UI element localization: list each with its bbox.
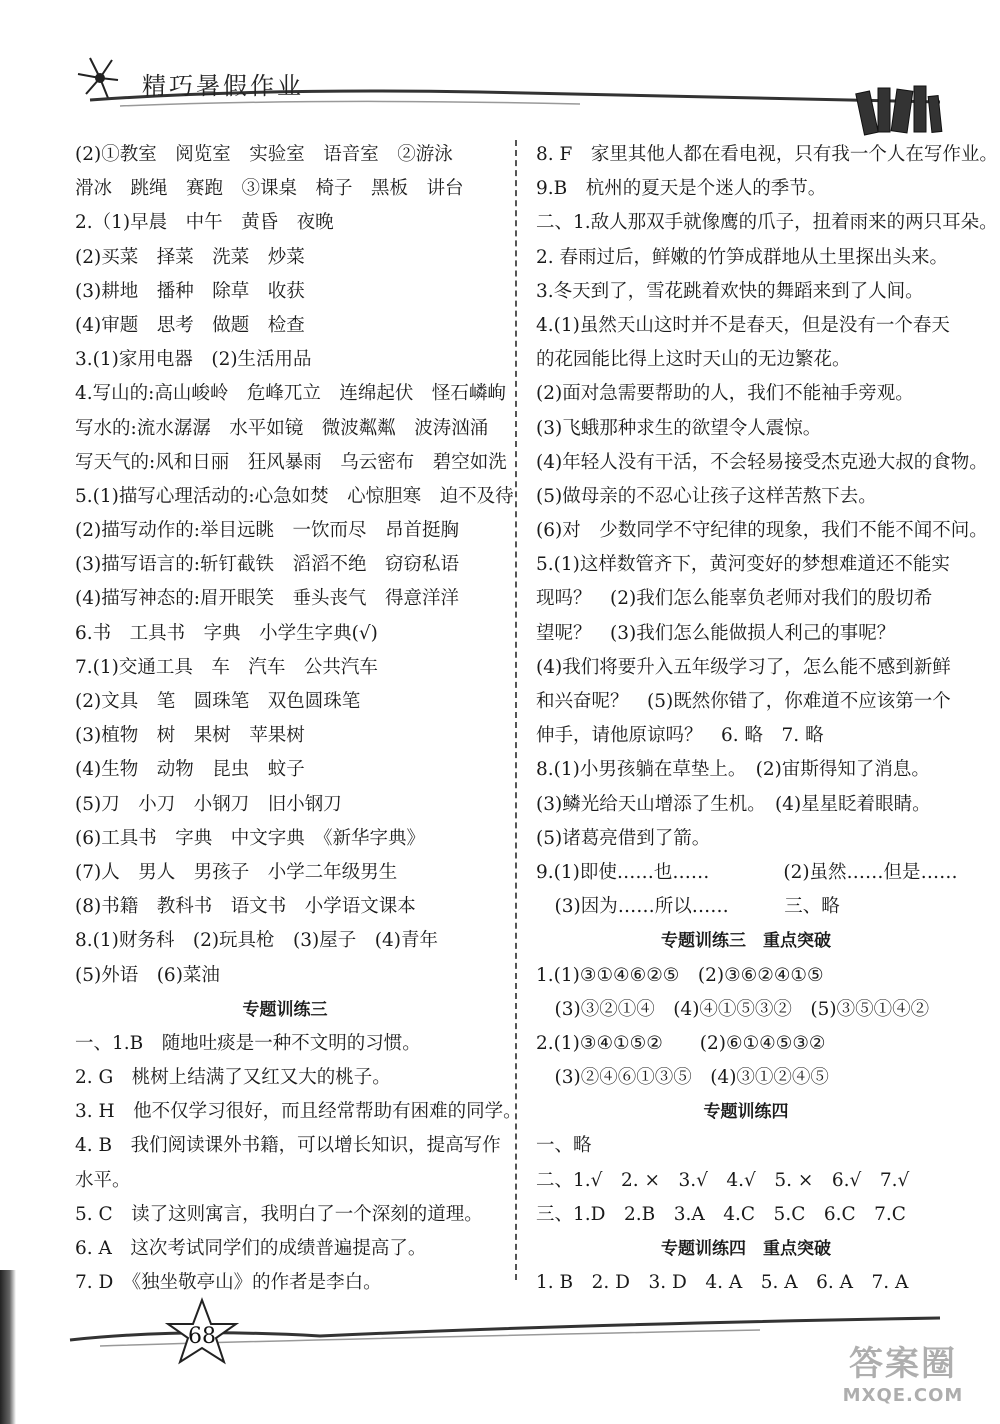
answer-line: 一、1.B 随地吐痰是一种不文明的习惯。 xyxy=(75,1032,421,1054)
answer-line: 7. D 《独坐敬亭山》的作者是李白。 xyxy=(75,1272,382,1294)
answer-line: 9.B 杭州的夏天是个迷人的季节。 xyxy=(536,178,827,200)
answer-line: (3)飞蛾那种求生的欲望令人震惊。 xyxy=(536,417,822,439)
answer-line: (4)审题 思考 做题 检查 xyxy=(75,314,305,336)
answer-line: (4)我们将要升入五年级学习了，怎么能不感到新鲜 xyxy=(536,656,951,678)
answer-line: (3)鳞光给天山增添了生机。 (4)星星眨着眼睛。 xyxy=(536,793,931,815)
column-divider xyxy=(515,140,517,1280)
answer-line: 2.(1)③④①⑤② (2)⑥①④⑤③② xyxy=(536,1032,826,1054)
answer-line: 三、1.D 2.B 3.A 4.C 5.C 6.C 7.C xyxy=(536,1203,906,1225)
answer-line: (5)诸葛亮借到了箭。 xyxy=(536,827,711,849)
answer-line: 4.(1)虽然天山这时并不是春天，但是没有一个春天 xyxy=(536,314,950,336)
left-answer-column xyxy=(75,138,522,1300)
answer-line: 的花园能比得上这时天山的无边繁花。 xyxy=(536,349,851,371)
answer-line: 水平。 xyxy=(75,1169,131,1191)
answer-line: 8. F 家里其他人都在看电视，只有我一个人在写作业。 xyxy=(536,144,998,165)
answer-line: 2. 春雨过后，鲜嫩的竹笋成群地从土里探出头来。 xyxy=(536,246,949,268)
answer-line: 6. A 这次考试同学们的成绩普遍提高了。 xyxy=(75,1238,427,1259)
answer-line: 5.(1)这样数管齐下，黄河变好的梦想难道还不能实 xyxy=(536,554,950,576)
answer-line: 5. C 读了这则寓言，我明白了一个深刻的道理。 xyxy=(75,1203,483,1225)
answer-line: (5)做母亲的不忍心让孩子这样苦熬下去。 xyxy=(536,485,877,507)
answer-line: 8.(1)财务科 (2)玩具枪 (3)屋子 (4)青年 xyxy=(75,930,438,952)
section-heading: 专题训练四 重点突破 xyxy=(661,1239,831,1259)
answer-line: 3.(1)家用电器 (2)生活用品 xyxy=(75,349,312,371)
answer-line: 一、略 xyxy=(536,1135,592,1157)
answer-line: 3. H 他不仅学习很好，而且经常帮助有困难的同学。 xyxy=(75,1101,522,1123)
answer-line: 9.(1)即使……也…… (2)虽然……但是…… xyxy=(536,861,958,883)
flower-icon xyxy=(78,58,118,98)
answer-line: 1. B 2. D 3. D 4. A 5. A 6. A 7. A xyxy=(536,1272,909,1294)
answer-line: 6.书 工具书 字典 小学生字典(√) xyxy=(75,622,378,644)
answer-line: (7)人 男人 男孩子 小学二年级男生 xyxy=(75,861,398,883)
watermark-url: MXQE.COM xyxy=(842,1385,964,1406)
answer-line: (5)外语 (6)菜油 xyxy=(75,964,220,986)
answer-line: (2)买菜 择菜 洗菜 炒菜 xyxy=(75,246,305,268)
answer-line: 二、1.敌人那双手就像鹰的爪子，扭着雨来的两只耳朵。 xyxy=(536,212,998,234)
answer-line: (3)耕地 播种 除草 收获 xyxy=(75,280,305,302)
answer-line: (3)因为……所以…… 三、略 xyxy=(536,896,840,918)
book-title: 精巧暑假作业 xyxy=(142,72,304,100)
right-answer-column xyxy=(536,138,998,1300)
answer-line: 8.(1)小男孩躺在草垫上。 (2)宙斯得知了消息。 xyxy=(536,759,930,781)
answer-line: (8)书籍 教科书 语文书 小学语文课本 xyxy=(75,896,416,918)
answer-line: 7.(1)交通工具 车 汽车 公共汽车 xyxy=(75,656,378,678)
section-heading: 专题训练四 xyxy=(703,1102,789,1123)
answer-line: 4.写山的:高山峻岭 危峰兀立 连绵起伏 怪石嶙峋 xyxy=(75,383,506,405)
section-heading: 专题训练三 xyxy=(242,999,328,1020)
answer-line: (6)工具书 字典 中文字典 《新华字典》 xyxy=(75,827,425,849)
answer-line: (2)文具 笔 圆珠笔 双色圆珠笔 xyxy=(75,691,361,712)
answer-line: (4)描写神态的:眉开眼笑 垂头丧气 得意洋洋 xyxy=(75,588,459,610)
answer-line: (4)年轻人没有干活，不会轻易接受杰克逊大叔的食物。 xyxy=(536,451,988,473)
books-icon xyxy=(856,86,942,135)
answer-line: 3.冬天到了，雪花跳着欢快的舞蹈来到了人间。 xyxy=(536,280,924,302)
page-edge-shadow xyxy=(0,1270,16,1424)
watermark-logo xyxy=(828,1336,978,1406)
answer-line: (2)面对急需要帮助的人，我们不能袖手旁观。 xyxy=(536,383,914,405)
answer-line: 现吗？ (2)我们怎么能辜负老师对我们的殷切希 xyxy=(536,588,933,610)
answer-line: (4)生物 动物 昆虫 蚊子 xyxy=(75,759,305,781)
answer-line: 写天气的:风和日丽 狂风暴雨 乌云密布 碧空如洗 xyxy=(75,451,507,473)
answer-line: 滑冰 跳绳 赛跑 ③课桌 椅子 黑板 讲台 xyxy=(75,178,464,200)
answer-line: (3)②④⑥①③⑤ (4)③①②④⑤ xyxy=(536,1067,829,1089)
watermark-text: 答案圈 xyxy=(849,1344,957,1384)
answer-line: 2. G 桃树上结满了又红又大的桃子。 xyxy=(75,1067,391,1089)
answer-line: (6)对 少数同学不守纪律的现象，我们不能不闻不问。 xyxy=(536,520,988,542)
answer-line: (3)描写语言的:斩钉截铁 滔滔不绝 窃窃私语 xyxy=(75,554,459,576)
answer-line: 2.（1)早晨 中午 黄昏 夜晚 xyxy=(75,212,334,234)
answer-line: (5)刀 小刀 小钢刀 旧小钢刀 xyxy=(75,793,342,815)
answer-line: (3)③②①④ (4)④①⑤③② (5)③⑤①④② xyxy=(536,998,930,1020)
answer-line: 和兴奋呢？ (5)既然你错了，你难道不应该第一个 xyxy=(536,691,951,712)
answer-line: (2)①教室 阅览室 实验室 语音室 ②游泳 xyxy=(75,144,453,165)
answer-line: 二、1.√ 2. × 3.√ 4.√ 5. × 6.√ 7.√ xyxy=(536,1169,910,1191)
answer-line: 4. B 我们阅读课外书籍，可以增长知识，提高写作 xyxy=(75,1135,501,1157)
answer-line: 5.(1)描写心理活动的:心急如焚 心惊胆寒 迫不及待 xyxy=(75,485,514,507)
answer-line: (3)植物 树 果树 苹果树 xyxy=(75,725,305,747)
answer-line: 望呢？ (3)我们怎么能做损人利己的事呢？ xyxy=(536,622,896,644)
answer-line: 写水的:流水潺潺 水平如镜 微波粼粼 波涛汹涌 xyxy=(75,417,489,439)
page-footer xyxy=(60,1280,960,1370)
answer-line: (2)描写动作的:举目远眺 一饮而尽 昂首挺胸 xyxy=(75,520,459,542)
answer-line: 伸手，请他原谅吗？ 6. 略 7. 略 xyxy=(536,725,824,747)
page-number: 68 xyxy=(188,1324,216,1349)
answer-line: 1.(1)③①④⑥②⑤ (2)③⑥②④①⑤ xyxy=(536,964,824,986)
page-header xyxy=(60,40,960,140)
section-heading: 专题训练三 重点突破 xyxy=(661,931,831,952)
